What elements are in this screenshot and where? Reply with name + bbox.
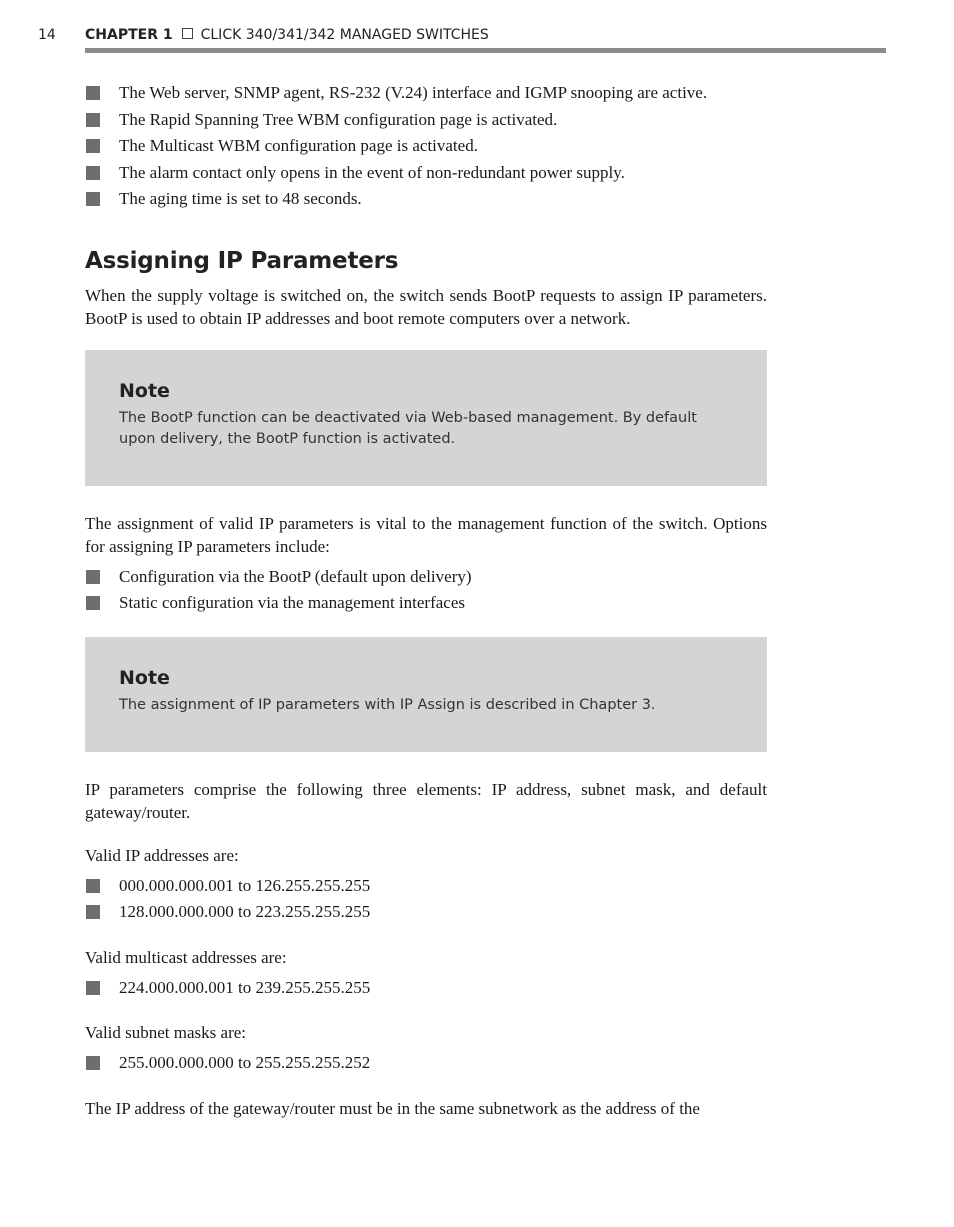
note-text: The assignment of IP parameters with IP Assign is described in Chapter 3. bbox=[119, 696, 656, 713]
list-item: The alarm contact only opens in the event of non-redundant power supply. bbox=[85, 160, 767, 187]
bullet-square-icon bbox=[86, 86, 100, 100]
bullet-square-icon bbox=[86, 192, 100, 206]
page-content bbox=[85, 80, 767, 1120]
bullet-square-icon bbox=[86, 596, 100, 610]
valid-ip-label: Valid IP addresses are: bbox=[85, 845, 239, 865]
section-heading: Assigning IP Parameters bbox=[85, 247, 399, 274]
note-box-ip-assign bbox=[85, 637, 767, 752]
chapter-heading bbox=[85, 27, 489, 43]
list-item: Static configuration via the management interfaces bbox=[85, 590, 767, 617]
list-item: 224.000.000.001 to 239.255.255.255 bbox=[85, 975, 767, 1002]
assignment-paragraph: The assignment of valid IP parameters is vital to the management function of the switch. Options for assigning IP parameters include: bbox=[85, 513, 767, 556]
list-item: 255.000.000.000 to 255.255.255.252 bbox=[85, 1050, 767, 1077]
list-item: 000.000.000.001 to 126.255.255.255 bbox=[85, 873, 767, 900]
options-list bbox=[85, 564, 767, 617]
list-item: 128.000.000.000 to 223.255.255.255 bbox=[85, 899, 767, 926]
list-item: The Rapid Spanning Tree WBM configuration page is activated. bbox=[85, 107, 767, 134]
separator-box-icon bbox=[182, 28, 193, 39]
valid-multicast-list bbox=[85, 975, 767, 1002]
bullet-square-icon bbox=[86, 166, 100, 180]
bullet-square-icon bbox=[86, 113, 100, 127]
gateway-paragraph: The IP address of the gateway/router must be in the same subnetwork as the address of the bbox=[85, 1098, 700, 1118]
list-item: The Web server, SNMP agent, RS-232 (V.24) interface and IGMP snooping are active. bbox=[85, 80, 767, 107]
list-item: The Multicast WBM configuration page is activated. bbox=[85, 133, 767, 160]
valid-subnet-list bbox=[85, 1050, 767, 1077]
bullet-square-icon bbox=[86, 905, 100, 919]
list-item: Configuration via the BootP (default upon delivery) bbox=[85, 564, 767, 591]
header-rule bbox=[85, 48, 886, 53]
note-box-bootp bbox=[85, 350, 767, 486]
bullet-square-icon bbox=[86, 570, 100, 584]
note-title: Note bbox=[119, 666, 170, 689]
valid-multicast-label: Valid multicast addresses are: bbox=[85, 947, 287, 967]
valid-ip-list bbox=[85, 873, 767, 926]
ip-parameters-paragraph: IP parameters comprise the following three elements: IP address, subnet mask, and default gateway/router. bbox=[85, 779, 767, 822]
note-title: Note bbox=[119, 379, 170, 402]
bullet-square-icon bbox=[86, 981, 100, 995]
note-text: The BootP function can be deactivated via Web-based management. By default upon delivery, the BootP function is activated. bbox=[119, 409, 697, 447]
list-item: The aging time is set to 48 seconds. bbox=[85, 186, 767, 213]
bullet-square-icon bbox=[86, 879, 100, 893]
chapter-title: CLICK 340/341/342 MANAGED SWITCHES bbox=[200, 27, 489, 43]
chapter-label: CHAPTER 1 bbox=[85, 27, 173, 43]
bullet-square-icon bbox=[86, 1056, 100, 1070]
valid-subnet-label: Valid subnet masks are: bbox=[85, 1023, 246, 1042]
page-number: 14 bbox=[38, 27, 56, 43]
intro-paragraph: When the supply voltage is switched on, the switch sends BootP requests to assign IP parameters. BootP is used to obtain IP addresses and boot remote computers over a network. bbox=[85, 285, 767, 328]
intro-bullet-list bbox=[85, 80, 767, 213]
bullet-square-icon bbox=[86, 139, 100, 153]
